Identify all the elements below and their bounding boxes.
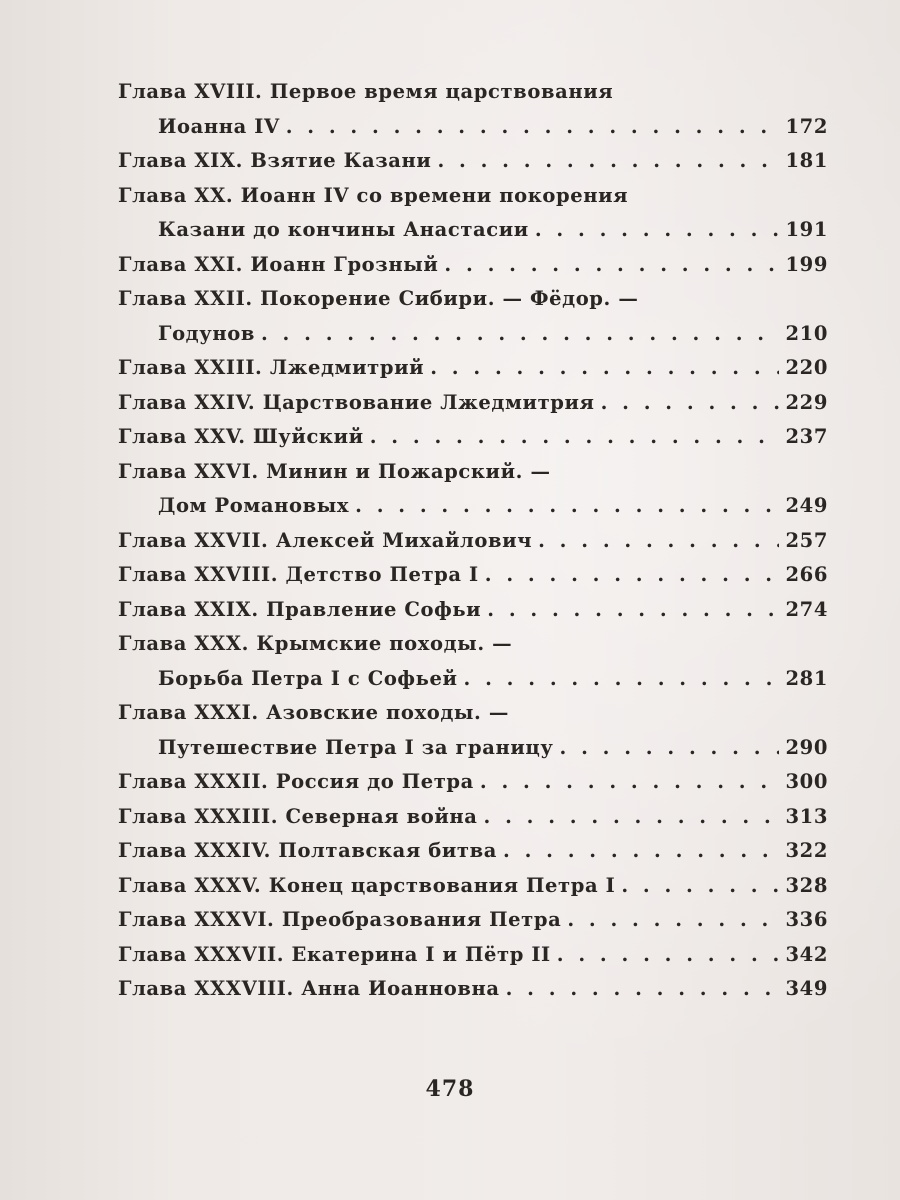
dot-leader [485,561,780,589]
chapter-page-number: 229 [785,390,828,414]
chapter-page-number: 191 [785,218,828,241]
chapter-title: Глава XXXV. Конец царствования Петра I [118,873,616,897]
chapter-title: Глава XXXI. Азовские походы. — [118,701,509,724]
chapter-title: Глава XXVI. Минин и Пожарский. — [118,459,551,483]
chapter-page-number: 199 [785,252,828,276]
chapter-title-continuation: Борьба Петра I с Софьей [158,666,458,690]
chapter-title: Глава XXXVI. Преобразования Петра [118,908,562,931]
chapter-page-number: 181 [785,149,828,172]
chapter-title: Глава XXIII. Лжедмитрий [118,356,425,379]
chapter-title: Глава XXXII. Россия до Петра [118,770,474,793]
chapter-title: Глава XXIV. Царствование Лжедмитрия [118,390,595,414]
chapter-page-number: 266 [785,563,828,586]
dot-leader [503,837,779,865]
toc-entry [118,251,828,286]
chapter-page-number: 274 [785,597,828,621]
chapter-title: Глава XXIX. Правление Софьи [118,597,482,621]
chapter-title: Глава XXX. Крымские походы. — [118,632,513,655]
chapter-title: Глава XXXIII. Северная война [118,804,478,828]
toc-entry [118,423,828,458]
chapter-page-number: 172 [785,114,828,138]
dot-leader [484,803,780,831]
chapter-title-continuation: Казани до кончины Анастасии [158,218,529,241]
page-number: 478 [425,1076,475,1102]
chapter-page-number: 257 [785,528,828,552]
chapter-page-number: 328 [785,873,828,897]
chapter-page-number: 322 [785,839,828,862]
chapter-title-continuation: Путешествие Петра I за границу [158,735,554,759]
dot-leader [430,354,779,382]
toc-entry [118,975,828,1010]
toc-entry [118,561,828,596]
chapter-page-number: 313 [785,804,828,828]
toc-entry [118,596,828,631]
chapter-page-number: 342 [785,942,828,966]
chapter-title: Глава XVIII. Первое время царствования [118,80,614,103]
chapter-title: Глава XXVII. Алексей Михайлович [118,528,533,552]
dot-leader [261,320,780,348]
chapter-page-number: 237 [785,425,828,448]
chapter-title: Глава XXVIII. Детство Петра I [118,563,479,586]
toc-entry [118,458,828,527]
chapter-page-number: 220 [785,356,828,379]
toc-entry [118,630,828,699]
dot-leader [480,768,780,796]
dot-leader [557,941,780,969]
chapter-title-continuation: Годунов [158,321,255,345]
chapter-title-continuation: Дом Романовых [158,494,350,517]
chapter-page-number: 290 [785,735,828,759]
chapter-page-number: 336 [785,908,828,931]
dot-leader [437,147,779,175]
toc-entry [118,389,828,424]
chapter-title: Глава XXV. Шуйский [118,425,364,448]
dot-leader [621,872,779,900]
toc-entry [118,527,828,562]
toc-entry [118,941,828,976]
chapter-title: Глава XXXVIII. Анна Иоанновна [118,977,500,1000]
toc-entry [118,285,828,354]
chapter-title: Глава XXII. Покорение Сибири. — Фёдор. — [118,287,639,310]
chapter-page-number: 300 [785,770,828,793]
toc-entry [118,837,828,872]
chapter-title: Глава XX. Иоанн IV со времени покорения [118,183,629,207]
toc-entry [118,803,828,838]
dot-leader [567,906,779,934]
table-of-contents [118,78,828,1000]
dot-leader [464,665,780,693]
dot-leader [355,492,779,520]
toc-entry [118,872,828,907]
chapter-page-number: 349 [785,977,828,1000]
dot-leader [506,975,780,1003]
chapter-title: Глава XXXVII. Екатерина I и Пётр II [118,942,551,966]
toc-entry [118,699,828,768]
dot-leader [601,389,780,417]
chapter-title: Глава XXI. Иоанн Грозный [118,252,439,276]
toc-entry [118,182,828,251]
toc-entry [118,147,828,182]
dot-leader [286,113,780,141]
chapter-title: Глава XIX. Взятие Казани [118,149,432,172]
dot-leader [444,251,779,279]
dot-leader [535,216,780,244]
toc-entry [118,768,828,803]
toc-entry [118,906,828,941]
chapter-page-number: 249 [785,494,828,517]
dot-leader [538,527,779,555]
chapter-title: Глава XXXIV. Полтавская битва [118,839,497,862]
toc-entry [118,354,828,389]
dot-leader [487,596,779,624]
toc-entry [118,78,828,147]
chapter-page-number: 210 [785,321,828,345]
chapter-page-number: 281 [785,666,828,690]
chapter-title-continuation: Иоанна IV [158,114,280,138]
dot-leader [560,734,780,762]
dot-leader [370,423,780,451]
